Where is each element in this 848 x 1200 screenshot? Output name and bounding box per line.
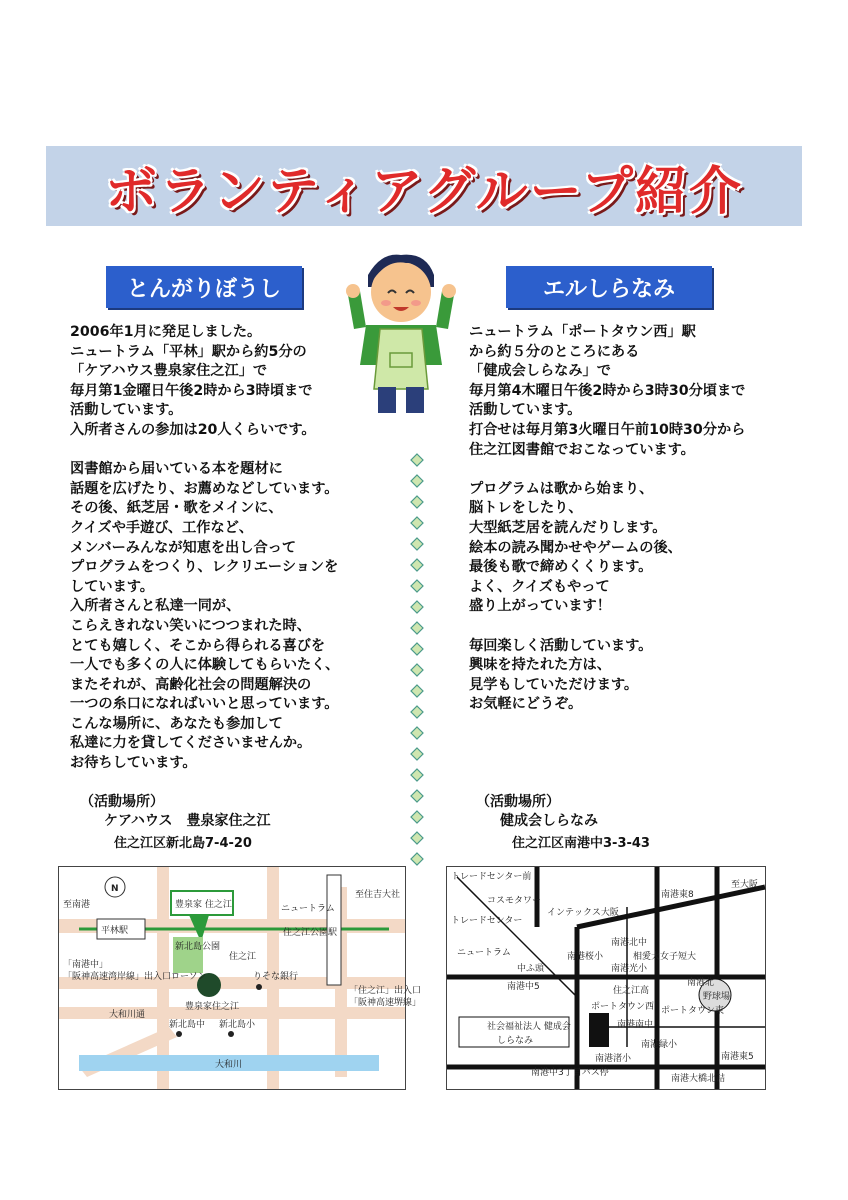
map-label-suminoe-ko: 住之江高 [613, 986, 650, 996]
map-label-porttown-higashi: ポートタウン東 [661, 1006, 725, 1016]
map-label-sakai-line: 「阪神高速堺線」 [349, 998, 422, 1008]
map-label-cosmotower: コスモタワー [487, 896, 542, 906]
map-label-housenka-2: 豊泉家住之江 [185, 1002, 240, 1012]
map-label-shinkitajima-sho: 新北島小 [219, 1020, 256, 1030]
map-label-bus-stop: 南港中3丁目バス停 [531, 1068, 609, 1078]
left-venue-name: ケアハウス 豊泉家住之江 [104, 813, 271, 829]
svg-text:N: N [111, 884, 119, 894]
map-label-housenka: 豊泉家 住之江 [175, 900, 232, 910]
map-label-porttown-nishi: ポートタウン西 [591, 1002, 655, 1012]
map-label-to-sumiyoshi: 至住吉大社 [355, 890, 401, 900]
map-label-yamatogawa: 大和川 [215, 1060, 243, 1070]
divider-ornament [409, 452, 425, 872]
left-description: 2006年1月に発足しました。 ニュートラム「平林」駅から約5分の 「ケアハウス豊泉家住之江」で 毎月第1金曜日午後2時から3時頃まで 活動しています。 入所者さんの参加は20人くらいです。 図書館から届いている本を題材に 話題を広げたり、お薦めなどしています。 その後、紙芝居・歌をメインに、 クイズや手遊び、工作など、 メンバーみんなが知恵を出し合って プログラムをつくり、レクリエーションを しています。 入所者さんと私達一同が、 こらえきれない笑いにつつまれた時、 とても嬉しく、そこから得られる喜びを 一人でも多くの人に体験してもらいたく、 またそれが、高齢化社会の問題解決の 一つの糸口になればいいと思っています。 こんな場所に、あなたも参加して 私達に力を貸してくださいませんか。 お待ちしています。 [70, 324, 340, 772]
map-label-nakafuto: 中ふ頭 [517, 964, 545, 974]
divider-dot [411, 580, 423, 592]
right-venue-address: 住之江区南港中3-3-43 [512, 836, 650, 851]
map-label-tradecenter: トレードセンター [451, 916, 523, 926]
map-label-nanko-higashi-8: 南港東8 [661, 890, 694, 900]
divider-dot [411, 664, 423, 676]
left-venue-label: （活動場所） [80, 794, 164, 810]
map-label-nanko-minami-chu: 南港南中 [617, 1020, 654, 1030]
divider-dot [411, 853, 423, 865]
map-label-soai: 相愛大女子短大 [633, 952, 697, 962]
map-label-baseball: 野球場 [703, 992, 731, 1002]
map-label-nanko-midori: 南港緑小 [641, 1040, 678, 1050]
map-label-shinkitajima-chu: 新北島中 [169, 1020, 206, 1030]
divider-dot [411, 538, 423, 550]
title-banner [46, 146, 802, 226]
map-label-shiranami: しらなみ [497, 1036, 534, 1046]
group-name-badge-right: エルしらなみ [506, 266, 712, 308]
divider-dot [411, 601, 423, 613]
divider-dot [411, 622, 423, 634]
divider-dot [411, 790, 423, 802]
map-label-suminoe-exit: 「住之江」出入口 [349, 986, 422, 996]
map-label-hirabayashi: 平林駅 [101, 926, 129, 936]
divider-dot [411, 643, 423, 655]
right-venue-name: 健成会しらなみ [500, 813, 598, 829]
map-label-nanko-sakura: 南港桜小 [567, 952, 604, 962]
page-title: ボランティアグループ紹介 [104, 161, 744, 222]
map-label-nanko-higashi-5: 南港東5 [721, 1052, 754, 1062]
map-label-suminoe: 住之江 [229, 952, 257, 962]
divider-dot [411, 727, 423, 739]
divider-dot [411, 454, 423, 466]
divider-dot [411, 706, 423, 718]
map-label-suminoe-koen-eki: 住之江公園駅 [283, 928, 338, 938]
map-label-nanko-kita-chu: 南港北中 [611, 938, 648, 948]
divider-dot [411, 748, 423, 760]
map-label-nanko-nagisa: 南港渚小 [595, 1054, 632, 1064]
divider-dot [411, 832, 423, 844]
divider-dot [411, 685, 423, 697]
map-label-kenseikai: 社会福祉法人 健成会 [487, 1022, 571, 1032]
map-label-nanko-hikari: 南港光小 [611, 964, 648, 974]
map-label-nanko-ohashi: 南港大橋北詰 [671, 1074, 726, 1084]
map-label-shinkitajima-koen: 新北島公園 [175, 942, 221, 952]
volunteer-illustration [346, 247, 456, 417]
divider-dot [411, 811, 423, 823]
right-venue-label: （活動場所） [476, 794, 560, 810]
map-label-newtram: ニュートラム [281, 904, 335, 914]
map-label-to-osaka: 至大阪 [731, 880, 759, 890]
divider-dot [411, 517, 423, 529]
map-label-intex: インテックス大阪 [547, 908, 619, 918]
map-label-yamatogawa-dori: 大和川通 [109, 1010, 146, 1020]
map-label-nanko-kita: 南港北 [687, 978, 715, 988]
map-label-nankonaka: 「南港中」 [63, 960, 109, 970]
map-label-wangan-exit: 「阪神高速湾岸線」出入口 [63, 972, 172, 982]
divider-dot [411, 559, 423, 571]
map-label-lawson: ローソン [171, 972, 207, 982]
left-venue-address: 住之江区新北島7-4-20 [114, 836, 252, 851]
map-label-newtram-r: ニュートラム [457, 948, 511, 958]
map-label-to-nanko: 至南港 [63, 900, 91, 910]
right-access-map [446, 866, 766, 1090]
divider-dot [411, 769, 423, 781]
divider-dot [411, 475, 423, 487]
map-label-nanko-naka-5: 南港中5 [507, 982, 540, 992]
left-access-map [58, 866, 422, 1090]
group-name-badge-left: とんがりぼうし [106, 266, 302, 308]
map-label-resona: りそな銀行 [253, 972, 299, 982]
right-description: ニュートラム「ポートタウン西」駅 から約５分のところにある 「健成会しらなみ」で 毎月第4木曜日午後2時から3時30分頃まで 活動しています。 打合せは毎月第3火曜日午前10時30分から 住之江図書館でおこなっています。 プログラムは歌から始まり、 脳トレをしたり、 大型紙芝居を読んだりします。 絵本の読み聞かせやゲームの後、 最後も歌で締めくくります。 よく、クイズもやって 盛り上がっています！ 毎回楽しく活動しています。 興味を持たれた方は、 見学もしていただけます。 お気軽にどうぞ。 [469, 324, 746, 713]
map-label-tradecenter-mae: トレードセンター前 [451, 872, 532, 882]
divider-dot [411, 496, 423, 508]
